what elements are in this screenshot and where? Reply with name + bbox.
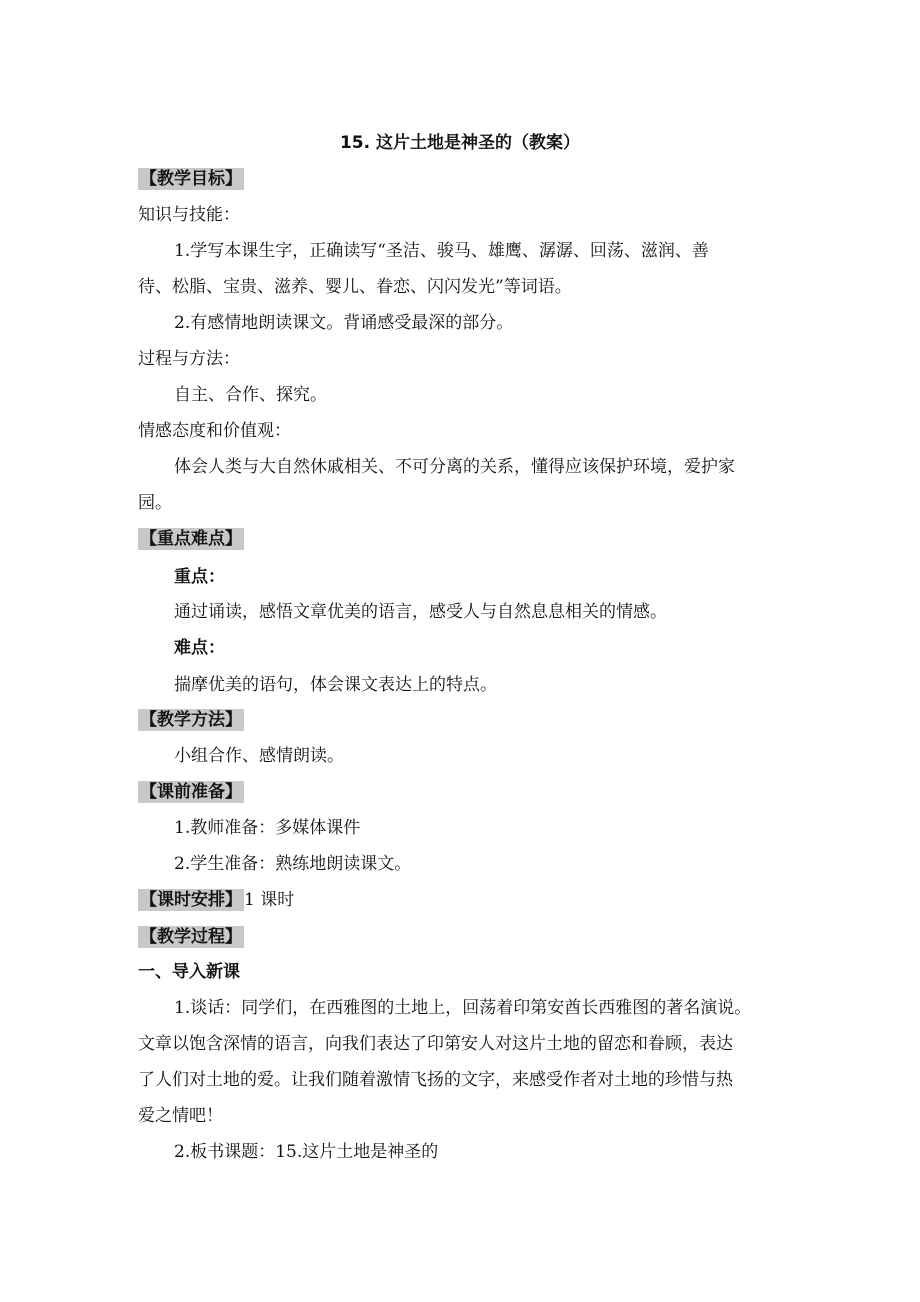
paragraph: 揣摩优美的语句，体会课文表达上的特点。 [174, 675, 497, 695]
paragraph: 文章以饱含深情的语言，向我们表达了印第安人对这片土地的留恋和眷顾，表达 [138, 1034, 733, 1054]
paragraph: 了人们对土地的爱。让我们随着激情飞扬的文字，来感受作者对土地的珍惜与热 [138, 1070, 733, 1090]
paragraph: 通过诵读，感悟文章优美的语言，感受人与自然息息相关的情感。 [174, 602, 667, 622]
section-heading-schedule: 【课时安排】 [140, 890, 242, 910]
label-process: 过程与方法： [138, 349, 240, 369]
paragraph: 园。 [138, 493, 172, 513]
label-emotion: 情感态度和价值观： [138, 421, 291, 441]
label-knowledge: 知识与技能： [138, 205, 240, 225]
document-title: 15. 这片土地是神圣的（教案） [339, 133, 581, 153]
label-difficulty: 难点： [174, 638, 225, 658]
paragraph: 2.学生准备：熟练地朗读课文。 [174, 854, 412, 874]
section-heading-methods: 【教学方法】 [140, 710, 242, 730]
paragraph: 小组合作、感情朗读。 [174, 746, 344, 766]
section-heading-preparation: 【课前准备】 [140, 782, 242, 802]
subheading: 一、导入新课 [138, 962, 240, 982]
section-heading-key-points: 【重点难点】 [140, 529, 242, 549]
schedule-value: 1 课时 [244, 890, 295, 910]
paragraph: 1.教师准备：多媒体课件 [174, 818, 361, 838]
paragraph: 1.学写本课生字，正确读写“圣洁、骏马、雄鹰、潺潺、回荡、滋润、善 [174, 241, 709, 261]
paragraph: 2.板书课题：15.这片土地是神圣的 [174, 1142, 439, 1162]
paragraph: 体会人类与大自然休戚相关、不可分离的关系，懂得应该保护环境，爱护家 [174, 457, 735, 477]
paragraph: 自主、合作、探究。 [174, 385, 327, 405]
paragraph: 1.谈话：同学们，在西雅图的土地上，回荡着印第安酋长西雅图的著名演说。 [174, 998, 752, 1018]
label-key: 重点： [174, 567, 225, 587]
paragraph: 待、松脂、宝贵、滋养、婴儿、眷恋、闪闪发光”等词语。 [138, 277, 572, 297]
paragraph: 爱之情吧！ [138, 1106, 223, 1126]
section-heading-process: 【教学过程】 [140, 927, 242, 947]
paragraph: 2.有感情地朗读课文。背诵感受最深的部分。 [174, 313, 514, 333]
section-heading-objectives: 【教学目标】 [140, 169, 242, 189]
